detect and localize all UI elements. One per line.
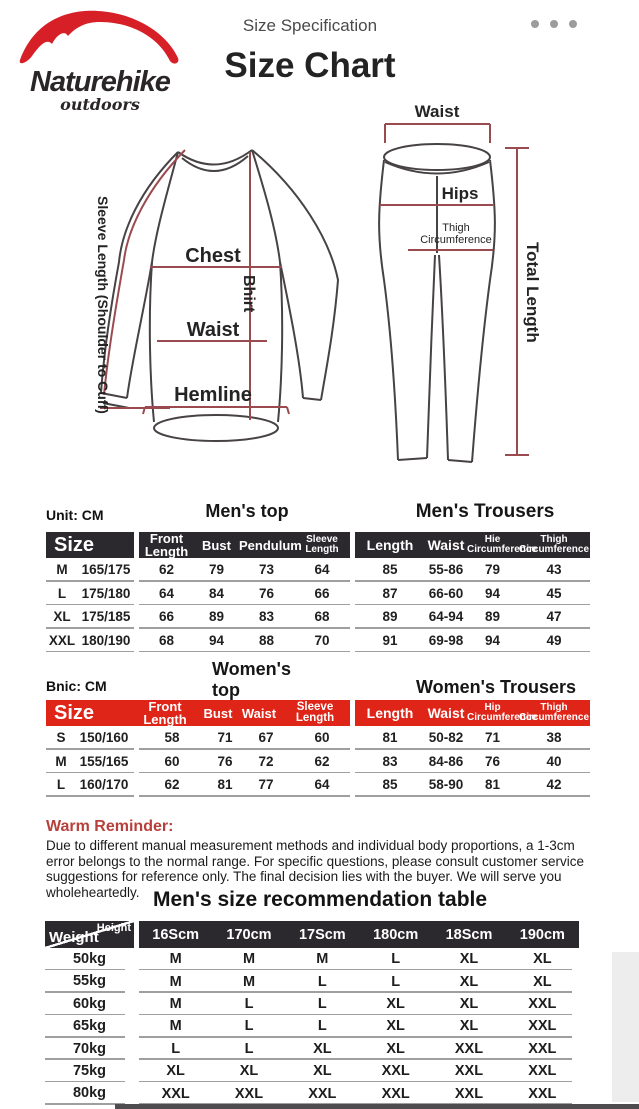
table-row: 80kg XXL XXL XXL XXL XXL XXL: [45, 1082, 579, 1104]
column-header: Hip Circumference: [467, 701, 538, 723]
column-header: Bust: [203, 705, 233, 721]
table-row: 85 58-90 81 42: [382, 777, 562, 793]
table-row: 60kg M L L XL XL XXL: [45, 993, 579, 1015]
height-column: 180cm: [373, 926, 419, 943]
total-length-label: Total Length: [523, 242, 542, 343]
thigh-circumference-label: Thigh: [442, 222, 470, 234]
hemline-label: Hemline: [174, 384, 252, 406]
size-diagram: [0, 100, 639, 500]
column-header: Bust: [202, 537, 231, 553]
shirt-vertical-label: Bhirt: [240, 275, 257, 313]
table-row: L 175/180 64 84 76 66: [57, 585, 330, 601]
womens-unit-label: Bnic: CM: [46, 678, 107, 694]
table-row: M 165/175 62 79 73 64: [56, 562, 330, 578]
shirt-measure-lines: [100, 150, 289, 420]
mens-trousers-title: Men's Trousers: [415, 501, 555, 522]
table-bottom-bar: [115, 1104, 639, 1109]
mens-top-size-header: Size: [46, 532, 134, 558]
table-row: 70kg L L XL XL XXL XXL: [45, 1038, 579, 1060]
table-row: 89 64-94 89 47: [382, 609, 562, 625]
height-column: 170cm: [226, 926, 272, 943]
column-header: Waist: [241, 705, 277, 721]
brand-tagline: outdoors: [60, 95, 140, 114]
womens-trousers-header: [355, 700, 590, 726]
mens-unit-label: Unit: CM: [46, 507, 104, 523]
mens-top-title: Men's top: [205, 501, 289, 521]
table-row: S 150/160 58 71 67 60: [56, 730, 330, 746]
height-column: 190cm: [519, 926, 565, 943]
trousers-waist-label: Waist: [414, 102, 460, 121]
column-header: Front Length: [144, 531, 189, 560]
brand-name: Naturehike: [30, 66, 170, 98]
edge-artifact: [612, 952, 639, 1102]
table-row: 75kg XL XL XL XXL XXL XXL: [45, 1060, 579, 1082]
mens-trousers-header: [355, 532, 590, 558]
womens-trousers-title: Women's Trousers: [416, 677, 576, 697]
column-header: Thigh Circumference: [518, 701, 590, 723]
column-header: Sleeve Length: [295, 700, 335, 725]
height-column: 18Scm: [445, 926, 493, 943]
page-title: Size Chart: [224, 46, 396, 85]
table-row: 50kg M M M L XL XL: [45, 948, 579, 970]
womens-top-title: Women's top: [212, 659, 291, 700]
recommendation-rows: [45, 948, 579, 1105]
recommendation-title: Men's size recommendation table: [152, 888, 488, 911]
womens-trousers-rows: [355, 726, 590, 797]
warm-reminder-title: Warm Reminder:: [46, 818, 174, 835]
table-row: L 160/170 62 81 77 64: [56, 777, 330, 793]
thigh-circumference-label2: Circumference: [420, 234, 492, 246]
table-row: 83 84-86 76 40: [382, 753, 562, 769]
ellipsis-menu-icon[interactable]: [531, 20, 577, 28]
womens-top-rows: [46, 726, 350, 797]
recommendation-header: [139, 921, 579, 948]
womens-top-header: Size Front Length Bust Waist Sleeve Length: [46, 700, 350, 726]
table-row: 91 69-98 94 49: [382, 632, 562, 648]
trousers-measure-lines: [380, 124, 529, 455]
table-row: XL 175/185 66 89 83 68: [53, 609, 330, 625]
sleeve-length-label: Sleeve Length (Shoulder to Cuff): [95, 196, 111, 414]
table-row: 65kg M L L XL XL XXL: [45, 1015, 579, 1037]
column-header: Pendulum: [239, 537, 302, 553]
table-row: 81 50-82 71 38: [382, 730, 562, 746]
column-header: Front Length: [143, 699, 187, 728]
table-row: 55kg M M L L XL XL: [45, 970, 579, 992]
column-header: Thigh Circumference: [518, 533, 590, 555]
page-subtitle: Size Specification: [242, 16, 378, 35]
height-column: 16Scm: [152, 926, 200, 943]
height-column: 17Scm: [298, 926, 346, 943]
weight-height-corner-cell: [45, 921, 134, 948]
height-axis-label: Height: [96, 922, 131, 934]
column-header: Waist: [427, 536, 465, 553]
table-row: M 155/165 60 76 72 62: [55, 753, 330, 769]
mens-trousers-rows: [355, 558, 590, 652]
column-header: Hie Circumference: [467, 533, 538, 555]
hips-label: Hips: [441, 184, 479, 203]
shirt-waist-label: Waist: [186, 319, 240, 341]
chest-label: Chest: [185, 245, 241, 267]
column-header: Length: [366, 704, 414, 721]
table-row: 87 66-60 94 45: [382, 585, 562, 601]
weight-axis-label: Weight: [49, 929, 99, 946]
column-header: Waist: [427, 704, 465, 721]
column-header: Sleeve Length: [305, 534, 339, 556]
table-row: 85 55-86 79 43: [382, 562, 562, 578]
column-header: Length: [366, 536, 414, 553]
mens-top-rows: [46, 558, 350, 652]
mens-top-columns-header: [139, 532, 350, 558]
table-row: XXL 180/190 68 94 88 70: [48, 632, 330, 648]
warm-reminder-body: Due to different manual measurement methods and individual body proportions, a 1-3cm error belongs to the normal range. For specific questions, please consult customer service suggestions for reference only. The final decision lies with the buyer. We will serve you wholeheartedly.: [46, 838, 585, 900]
